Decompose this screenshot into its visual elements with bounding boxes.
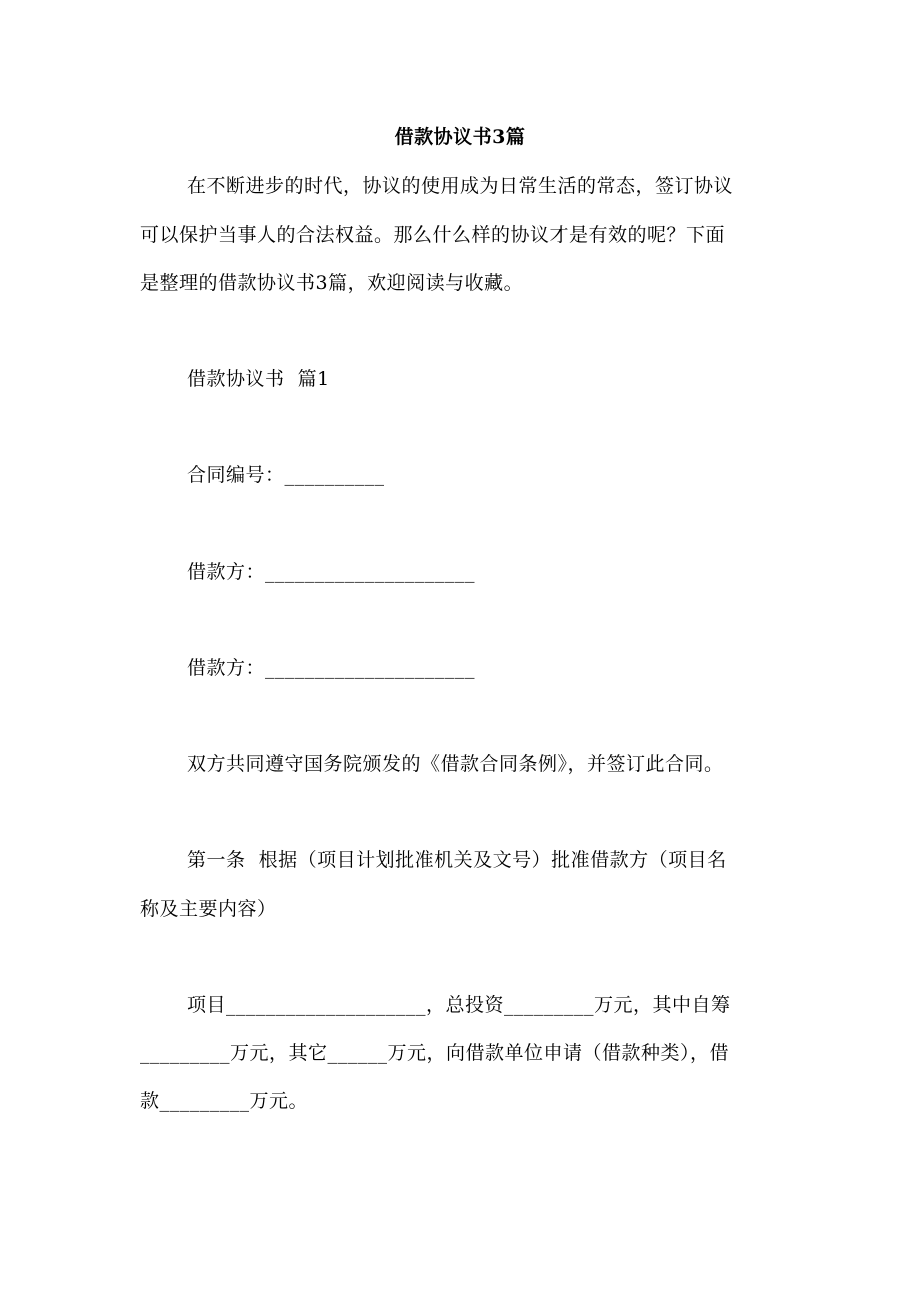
article-1-line-2: 称及主要内容） bbox=[140, 898, 277, 920]
intro-line-2: 可以保护当事人的合法权益。那么什么样的协议才是有效的呢？下面 bbox=[140, 224, 726, 246]
project-line-2: _________万元，其它______万元，向借款单位申请（借款种类），借 bbox=[140, 1042, 730, 1064]
contract-statement: 双方共同遵守国务院颁发的《借款合同条例》，并签订此合同。 bbox=[187, 753, 724, 775]
project-line-3: 款_________万元。 bbox=[140, 1090, 309, 1112]
intro-line-3: 是整理的借款协议书3篇，欢迎阅读与收藏。 bbox=[140, 272, 524, 294]
article-1-line-1: 第一条 根据（项目计划批准机关及文号）批准借款方（项目名 bbox=[187, 849, 727, 871]
borrower-field: 借款方：_____________________ bbox=[187, 561, 476, 583]
project-line-1: 项目____________________，总投资_________万元，其中自筹 bbox=[187, 994, 731, 1016]
lender-field: 借款方：_____________________ bbox=[187, 657, 476, 679]
contract-number-field: 合同编号：__________ bbox=[187, 464, 385, 486]
document-title: 借款协议书3篇 bbox=[394, 126, 526, 148]
section-heading: 借款协议书 篇1 bbox=[187, 368, 330, 390]
intro-line-1: 在不断进步的时代，协议的使用成为日常生活的常态，签订协议 bbox=[187, 175, 734, 197]
